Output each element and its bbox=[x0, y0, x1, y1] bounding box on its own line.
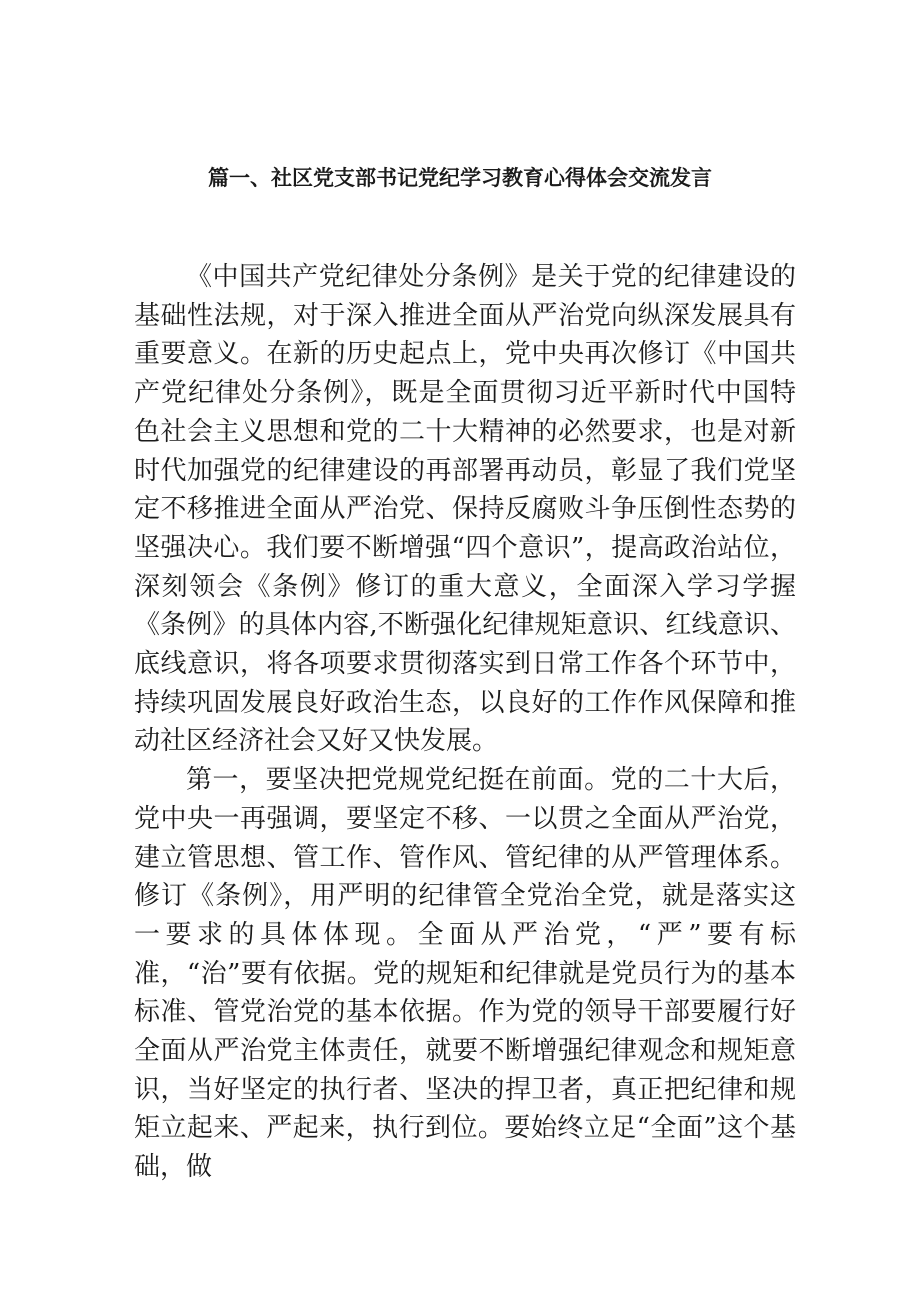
paragraph-first-point: 第一，要坚决把党规党纪挺在前面。党的二十大后，党中央一再强调，要坚定不移、一以贯之全面从严治党，建立管思想、管工作、管作风、管纪律的从严管理体系。修订《条例》，用严明的纪律管全党治全党，就是落实这一要求的具体体现。全面从严治党，“严”要有标准，“治”要有依据。党的规矩和纪律就是党员行为的基本标准、管党治党的基本依据。作为党的领导干部要履行好全面从严治党主体责任，就要不断增强纪律观念和规矩意识，当好坚定的执行者、坚决的捍卫者，真正把纪律和规矩立起来、严起来，执行到位。要始终立足“全面”这个基础，做 bbox=[134, 765, 796, 1183]
document-title: 篇一、社区党支部书记党纪学习教育心得体会交流发言 bbox=[208, 166, 712, 190]
paragraph-intro: 《中国共产党纪律处分条例》是关于党的纪律建设的基础性法规，对于深入推进全面从严治党向纵深发展具有重要意义。在新的历史起点上，党中央再次修订《中国共产党纪律处分条例》，既是全面贯彻习近平新时代中国特色社会主义思想和党的二十大精神的必然要求，也是对新时代加强党的纪律建设的再部署再动员，彰显了我们党坚定不移推进全面从严治党、保持反腐败斗争压倒性态势的坚强决心。我们要不断增强“四个意识”，提高政治站位，深刻领会《条例》修订的重大意义，全面深入学习学握《条例》的具体内容,不断强化纪律规矩意识、红线意识、底线意识，将各项要求贯彻落实到日常工作各个环节中，持续巩固发展良好政治生态，以良好的工作作风保障和推动社区经济社会又好又快发展。 bbox=[134, 262, 796, 757]
document-body bbox=[134, 258, 796, 1187]
